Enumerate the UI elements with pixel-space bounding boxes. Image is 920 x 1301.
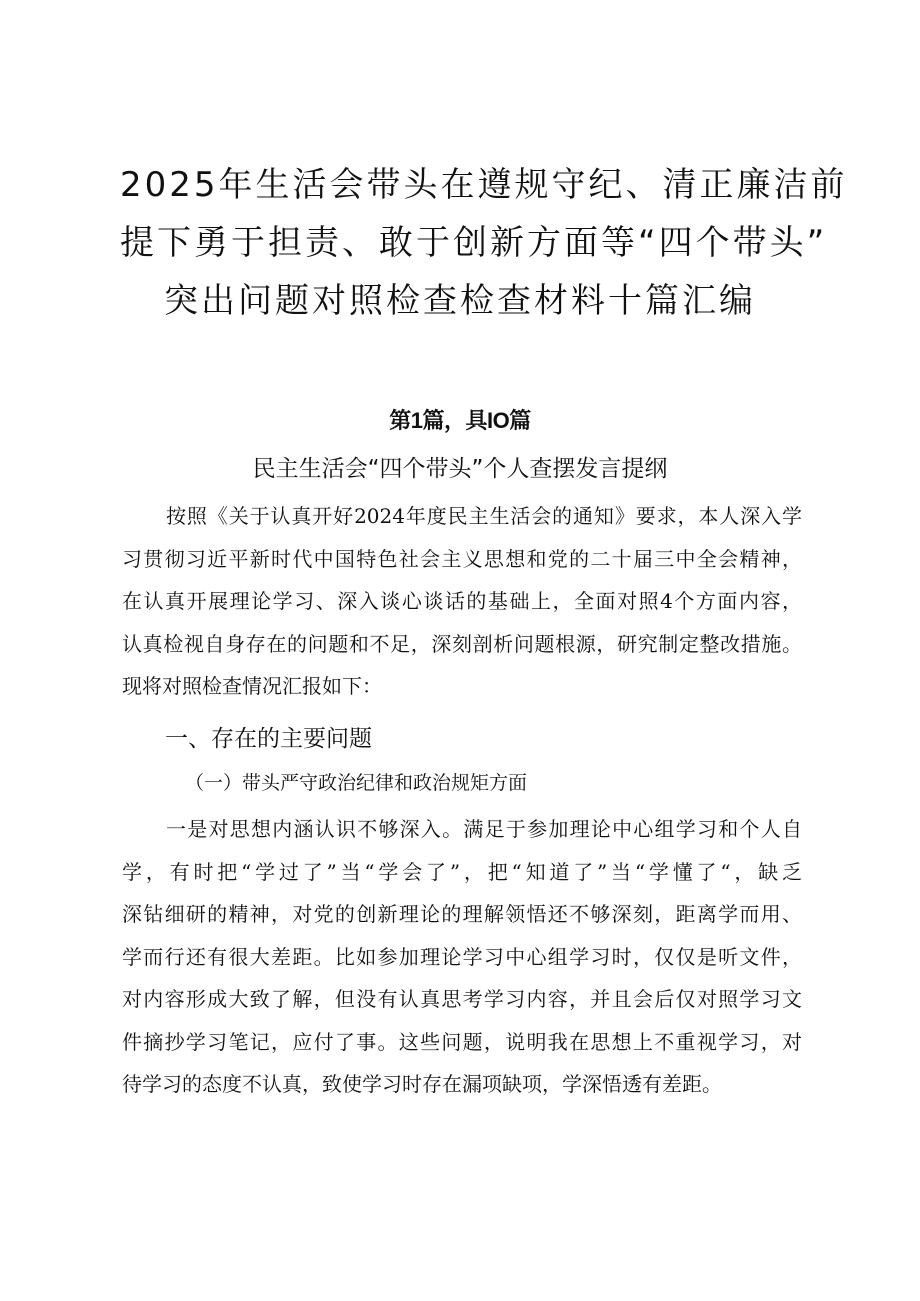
title-line-3: 突出问题对照检查检查材料十篇汇编 <box>164 281 756 321</box>
subsection-heading: （一）带头严守政治纪律和政治规矩方面 <box>185 772 528 794</box>
section-heading: 一、存在的主要问题 <box>165 726 372 752</box>
intro-line: 认真检视自身存在的问题和不足，深刻剖析问题根源，研究制定整改措施。 <box>122 631 802 656</box>
body-line: 学而行还有很大差距。比如参加理论学习中心组学习时，仅仅是听文件， <box>122 944 802 969</box>
chapter-label: 第1篇，具IO篇 <box>389 408 531 433</box>
body-line: 深钻细研的精神，对党的创新理论的理解领悟还不够深刻，距离学而用、 <box>122 902 802 926</box>
body-line: 学，有时把“学过了”当“学会了”，把“知道了”当“学懂了“，缺乏 <box>122 859 802 884</box>
body-line: 对内容形成大致了解，但没有认真思考学习内容，并且会后仅对照学习文 <box>122 987 802 1011</box>
article-subtitle: 民主生活会“四个带头”个人查摆发言提纲 <box>252 456 668 482</box>
body-line: 一是对思想内涵认识不够深入。满足于参加理论中心组学习和个人自 <box>166 817 802 841</box>
intro-line: 现将对照检查情况汇报如下： <box>122 674 382 698</box>
body-line: 件摘抄学习笔记，应付了事。这些问题，说明我在思想上不重视学习，对 <box>122 1029 802 1054</box>
title-line-2: 提下勇于担责、敢于创新方面等“四个带头” <box>120 223 828 263</box>
body-line: 待学习的态度不认真，致使学习时存在漏项缺项，学深悟透有差距。 <box>122 1072 722 1096</box>
intro-line: 在认真开展理论学习、深入谈心谈话的基础上，全面对照4个方面内容， <box>122 589 802 613</box>
document-title <box>120 156 848 330</box>
intro-line: 按照《关于认真开好2024年度民主生活会的通知》要求，本人深入学 <box>166 504 802 528</box>
intro-line: 习贯彻习近平新时代中国特色社会主义思想和党的二十届三中全会精神， <box>122 546 802 571</box>
title-line-1: 2025年生活会带头在遵规守纪、清正廉洁前 <box>120 165 848 205</box>
body-paragraph <box>122 808 802 1106</box>
intro-paragraph <box>122 495 802 708</box>
